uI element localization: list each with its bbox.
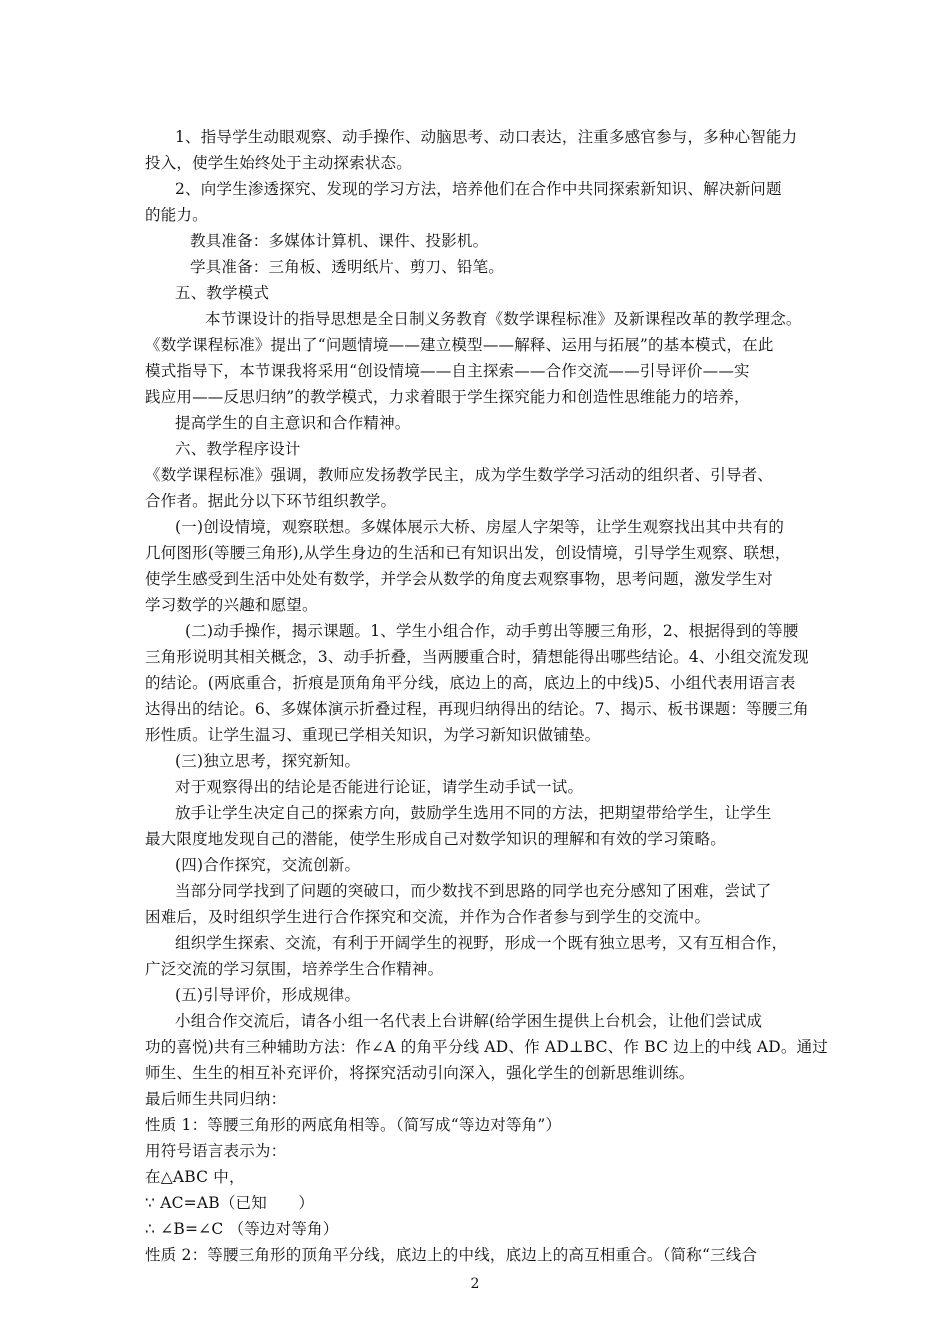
property-line: 性质 2：等腰三角形的顶角平分线，底边上的中线，底边上的高互相重合。（简称“三线合 <box>145 1246 758 1264</box>
paragraph-line: (三)独立思考，探究新知。 <box>175 752 361 770</box>
paragraph-line: 放手让学生决定自己的探索方向，鼓励学生选用不同的方法，把期望带给学生，让学生 <box>175 804 772 822</box>
paragraph-line: 小组合作交流后，请各小组一名代表上台讲解(给学困生提供上台机会，让他们尝试成 <box>175 1012 763 1030</box>
paragraph-line: 最后师生共同归纳： <box>145 1090 287 1108</box>
paragraph-line: 践应用——反思归纳”的教学模式，力求着眼于学生探究能力和创造性思维能力的培养， <box>145 388 750 406</box>
paragraph-line: 师生、生生的相互补充评价，将探究活动引向深入，强化学生的创新思维训练。 <box>145 1064 695 1082</box>
page-number: 2 <box>470 1276 480 1292</box>
proof-line: ∴ ∠B=∠C （等边对等角） <box>145 1220 339 1238</box>
paragraph-line: 学具准备：三角板、透明纸片、剪刀、铅笔。 <box>190 258 505 276</box>
paragraph-line: 在△ABC 中， <box>145 1168 245 1186</box>
paragraph-line: 对于观察得出的结论是否能进行论证，请学生动手试一试。 <box>175 778 584 796</box>
paragraph-line: 合作者。据此分以下环节组织教学。 <box>145 492 397 510</box>
paragraph-line: (四)合作探究，交流创新。 <box>175 856 361 874</box>
proof-line: ∵ AC=AB（已知 ） <box>145 1194 315 1212</box>
paragraph-line: 《数学课程标准》强调，教师应发扬教学民主，成为学生数学学习活动的组织者、引导者、 <box>145 466 774 484</box>
paragraph-line: 模式指导下，本节课我将采用“创设情境——自主探索——合作交流——引导评价——实 <box>145 362 750 380</box>
section-heading: 六、教学程序设计 <box>175 440 301 458</box>
paragraph-line: 2、向学生渗透探究、发现的学习方法，培养他们在合作中共同探索新知识、解决新问题 <box>175 180 782 198</box>
paragraph-line: 使学生感受到生活中处处有数学，并学会从数学的角度去观察事物，思考问题，激发学生对 <box>145 570 774 588</box>
paragraph-line: 的能力。 <box>145 206 208 224</box>
paragraph-line: 当部分同学找到了问题的突破口，而少数找不到思路的同学也充分感知了困难，尝试了 <box>175 882 772 900</box>
paragraph-line: 提高学生的自主意识和合作精神。 <box>175 414 411 432</box>
paragraph-line: 几何图形(等腰三角形),从学生身边的生活和已有知识出发，创设情境，引导学生观察、联想， <box>145 544 791 562</box>
paragraph-line: 最大限度地发现自己的潜能，使学生形成自己对数学知识的理解和有效的学习策略。 <box>145 830 726 848</box>
paragraph-line: 《数学课程标准》提出了“问题情境——建立模型——解释、运用与拓展”的基本模式，在此 <box>145 336 774 354</box>
paragraph-line: 组织学生探索、交流，有利于开阔学生的视野，形成一个既有独立思考，又有互相合作， <box>175 934 788 952</box>
paragraph-line: 困难后，及时组织学生进行合作探究和交流，并作为合作者参与到学生的交流中。 <box>145 908 711 926</box>
paragraph-line: (五)引导评价，形成规律。 <box>175 986 361 1004</box>
paragraph-line: 形性质。让学生温习、重现已学相关知识，为学习新知识做铺垫。 <box>145 726 601 744</box>
paragraph-line: 广泛交流的学习氛围，培养学生合作精神。 <box>145 960 444 978</box>
paragraph-line: (二)动手操作，揭示课题。1、学生小组合作，动手剪出等腰三角形，2、根据得到的等腰 <box>185 622 799 640</box>
paragraph-line: 1、指导学生动眼观察、动手操作、动脑思考、动口表达，注重多感官参与，多种心智能力 <box>175 128 798 146</box>
section-heading: 五、教学模式 <box>175 284 270 302</box>
paragraph-line: 达得出的结论。6、多媒体演示折叠过程，再现归纳得出的结论。7、揭示、板书课题：等腰三角 <box>145 700 809 718</box>
paragraph-line: 本节课设计的指导思想是全日制义务教育《数学课程标准》及新课程改革的教学理念。 <box>205 310 802 328</box>
property-line: 性质 1：等腰三角形的两底角相等。（简写成“等边对等角”） <box>145 1116 562 1134</box>
paragraph-line: 学习数学的兴趣和愿望。 <box>145 596 318 614</box>
paragraph-line: (一)创设情境，观察联想。多媒体展示大桥、房屋人字架等，让学生观察找出其中共有的 <box>175 518 785 536</box>
paragraph-line: 的结论。(两底重合，折痕是顶角角平分线，底边上的高，底边上的中线)5、小组代表用语言表 <box>145 674 796 692</box>
paragraph-line: 用符号语言表示为： <box>145 1142 287 1160</box>
paragraph-line: 投入，使学生始终处于主动探索状态。 <box>145 154 412 172</box>
paragraph-line: 教具准备：多媒体计算机、课件、投影机。 <box>190 232 489 250</box>
paragraph-line: 三角形说明其相关概念，3、动手折叠，当两腰重合时，猜想能得出哪些结论。4、小组交流发现 <box>145 648 809 666</box>
paragraph-line: 功的喜悦)共有三种辅助方法：作∠A 的角平分线 AD、作 AD⊥BC、作 BC 边上的中线 AD。通过 <box>145 1038 829 1056</box>
